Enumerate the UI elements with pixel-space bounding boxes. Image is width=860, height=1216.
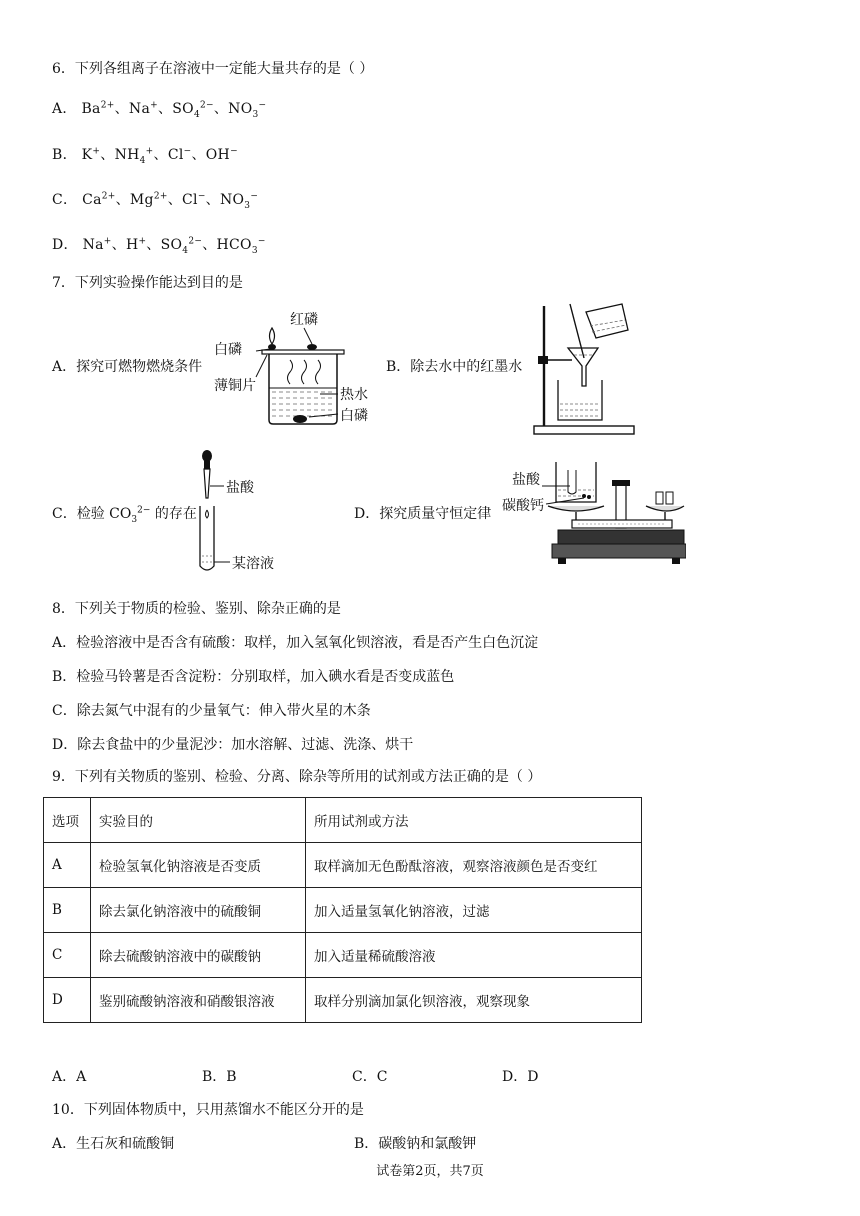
ion-formula: OH− — [205, 146, 238, 163]
q7-option-c: C．检验 $CO_3^{2-}$ 的存在 — [52, 505, 197, 525]
option-letter: B． — [52, 147, 82, 163]
table-cell: 取样滴加无色酚酞溶液，观察溶液颜色是否变红 — [306, 843, 642, 888]
q7-option-a: A．探究可燃物燃烧条件 — [52, 359, 203, 375]
table-cell: 除去氯化钠溶液中的硫酸铜 — [91, 888, 306, 933]
combustion-apparatus-figure — [212, 306, 378, 430]
q9-table — [43, 797, 642, 1023]
ion-formula: $SO_4^{2-}$ — [172, 100, 214, 120]
table-cell: D — [44, 978, 91, 1023]
q10-option-b: B．碳酸钠和氯酸钾 — [354, 1136, 477, 1152]
ion-formula: Cl− — [167, 146, 192, 163]
q7-option-b: B．除去水中的红墨水 — [386, 359, 523, 375]
ion-separator: 、 — [100, 147, 115, 163]
q8-option-c: C．除去氮气中混有的少量氧气：伸入带火星的木条 — [52, 703, 371, 719]
label-copper-plate: 薄铜片 — [214, 378, 256, 394]
table-cell: 加入适量氢氧化钠溶液，过滤 — [306, 888, 642, 933]
table-cell: 鉴别硫酸钠溶液和硝酸银溶液 — [91, 978, 306, 1023]
page-footer: 试卷第2页，共7页 — [376, 1164, 484, 1179]
q9-stem: 9．下列有关物质的鉴别、检验、分离、除杂等所用的试剂或方法正确的是（ ） — [52, 769, 542, 785]
table-header-cell: 实验目的 — [91, 798, 306, 843]
table-row — [44, 933, 642, 978]
q9-answer-c: C．C — [352, 1069, 388, 1085]
ion-separator: 、 — [157, 101, 173, 117]
ion-formula: $HCO_3^-$ — [216, 236, 266, 256]
q8-stem: 8．下列关于物质的检验、鉴别、除杂正确的是 — [52, 601, 341, 617]
q8-option-d: D．除去食盐中的少量泥沙：加水溶解、过滤、洗涤、烘干 — [52, 737, 414, 753]
ion-separator: 、 — [213, 101, 229, 117]
ion-separator: 、 — [202, 237, 217, 253]
q8-option-b: B．检验马铃薯是否含淀粉：分别取样，加入碘水看是否变成蓝色 — [52, 669, 455, 685]
table-row — [44, 843, 642, 888]
dropper-test-tube-figure — [190, 448, 300, 576]
q6-option-c — [52, 191, 258, 209]
label-white-phosphorus-top: 白磷 — [214, 342, 242, 358]
ion-formula: Na+ — [128, 100, 158, 117]
ion-separator: 、 — [115, 192, 130, 208]
ion-separator: 、 — [205, 192, 220, 208]
q7-stem: 7．下列实验操作能达到目的是 — [52, 275, 243, 291]
q7-option-d: D．探究质量守恒定律 — [354, 506, 492, 522]
label-some-solution: 某溶液 — [232, 556, 274, 572]
ion-formula: $NO_3^-$ — [219, 191, 259, 211]
balance-figure — [498, 456, 686, 568]
ion-formula: K+ — [81, 146, 101, 163]
ion-formula: $Ba^{2+}$ — [81, 100, 115, 117]
table-header-cell: 所用试剂或方法 — [306, 798, 642, 843]
ion-separator: 、 — [146, 237, 161, 253]
q6-option-b — [52, 146, 238, 164]
option-letter: D． — [52, 237, 83, 253]
ion-formula: H+ — [125, 236, 147, 253]
label-hydrochloric-acid: 盐酸 — [226, 480, 254, 496]
ion-separator: 、 — [167, 192, 183, 208]
table-cell: 取样分别滴加氯化钡溶液，观察现象 — [306, 978, 642, 1023]
q9-answer-a: A．A — [52, 1069, 87, 1085]
q9-answer-d: D．D — [502, 1069, 539, 1085]
option-letter: C． — [52, 192, 83, 208]
ion-formula: $Mg^{2+}$ — [129, 191, 168, 208]
ion-separator: 、 — [111, 237, 126, 253]
label-calcium-carbonate: 碳酸钙 — [502, 498, 544, 514]
q6-option-d — [52, 236, 266, 254]
label-hot-water: 热水 — [340, 387, 368, 403]
q10-option-a: A．生石灰和硫酸铜 — [52, 1136, 175, 1152]
label-red-phosphorus: 红磷 — [290, 312, 318, 328]
label-hydrochloric-acid-d: 盐酸 — [512, 472, 540, 488]
ion-separator: 、 — [153, 147, 168, 163]
ion-formula: $NO_3^-$ — [228, 100, 267, 120]
table-row — [44, 978, 642, 1023]
ion-separator: 、 — [114, 101, 129, 117]
table-row — [44, 888, 642, 933]
table-cell: 加入适量稀硫酸溶液 — [306, 933, 642, 978]
q6-option-a — [52, 100, 266, 118]
table-cell: 除去硫酸钠溶液中的碳酸钠 — [91, 933, 306, 978]
filtration-apparatus-figure — [530, 300, 642, 438]
table-header-row — [44, 798, 642, 843]
ion-formula: Cl− — [182, 191, 206, 208]
ion-separator: 、 — [191, 147, 206, 163]
ion-formula: $NH_4^+$ — [114, 146, 154, 166]
table-header-cell: 选项 — [44, 798, 91, 843]
q6-stem: 6．下列各组离子在溶液中一定能大量共存的是（ ） — [52, 61, 374, 77]
q9-answer-b: B．B — [202, 1069, 237, 1085]
table-cell: B — [44, 888, 91, 933]
table-cell: C — [44, 933, 91, 978]
ion-formula: $SO_4^{2-}$ — [160, 236, 203, 256]
table-cell: 检验氢氧化钠溶液是否变质 — [91, 843, 306, 888]
ion-formula: $Ca^{2+}$ — [82, 191, 116, 208]
q8-option-a: A．检验溶液中是否含有硫酸：取样，加入氢氧化钡溶液，看是否产生白色沉淀 — [52, 635, 539, 651]
table-cell: A — [44, 843, 91, 888]
option-letter: A． — [52, 101, 82, 117]
ion-formula: Na+ — [82, 236, 112, 253]
q10-stem: 10．下列固体物质中，只用蒸馏水不能区分开的是 — [52, 1102, 364, 1118]
label-white-phosphorus-bottom: 白磷 — [340, 408, 368, 424]
